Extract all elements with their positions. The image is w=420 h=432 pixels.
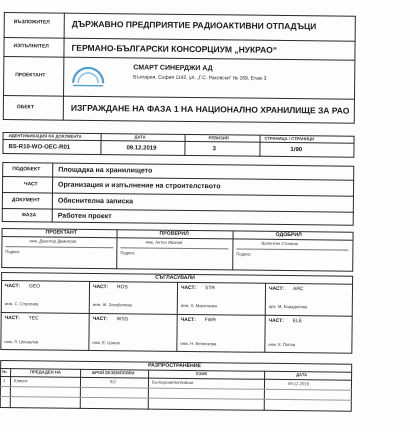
agreed-part-label: ЧАСТ: [268,285,285,292]
agreed-part-label: ЧАСТ: [4,283,21,290]
part-label: ЧАСТ [24,181,38,188]
dist-row-no: 1 [2,378,6,384]
sig-designer-sign: Подпис [5,249,20,255]
dist-col-date: ДАТА [296,372,308,378]
subobject-label: ПОДОБЕКТ [12,166,41,173]
agreed-name: арх. М. Барадолова [268,303,308,310]
pages-label: СТРАНИЦА / СТРАНИЦИ [264,135,315,142]
sig-checked-name: инж. Антон Иванов [145,239,183,245]
agreed-part-label: ЧАСТ: [92,283,109,291]
doc-id-value: BS-R10-WO-OEC-R01 [8,144,71,151]
contracting-value: ДЪРЖАВНО ПРЕДПРИЯТИЕ РАДИОАКТИВНИ ОТПАДЪЦИ [71,18,317,32]
revision-label: РЕВИЗИЯ [208,135,229,141]
phase-label: ФАЗА [21,212,37,219]
agreed-part-label: ЧАСТ: [180,316,196,324]
agreed-code: STR [204,285,216,292]
phase-value: Работен проект [57,212,112,221]
agreed-code: GEO [28,283,41,290]
agreed-name: инж. Л. Шишалов [4,339,39,345]
agreed-title: СЪГЛАСУВАЛИ [155,274,195,282]
agreed-code: ROS [116,284,128,291]
dist-col-copies: БРОЙ ЕКЗЕМПЛЯРИ [92,369,135,376]
agreed-name: инж. С. Стратиев [4,301,39,307]
contracting-label: ВЪЗЛОЖИТЕЛ [13,19,50,26]
sig-designer-name: инж. Джонтар Димитров [29,238,77,244]
agreed-name: инж. Н. Велинкова [180,340,217,347]
agreed-name: инж. К. Попов [268,341,296,348]
revision-value: 3 [212,146,216,153]
document-label: ДОКУМЕНТ [11,197,40,204]
agreed-part-label: ЧАСТ: [268,317,284,324]
agreed-code: TEC [28,315,39,322]
dist-row-handed: Клиент [13,378,28,384]
contractor-label: ИЗПЪЛНИТЕЛ [13,43,49,50]
sig-approved-name: Валентин Стоянов [261,240,298,247]
part-value: Организация и изпълнение на строителството [58,181,221,191]
subobject-value: Площадка на хранилището [58,166,153,175]
title-block [0,6,412,430]
agreed-part-label: ЧАСТ: [92,315,108,323]
agreed-code: ELE [292,318,303,325]
date-value: 09.12.2019 [126,145,157,152]
contractor-value: ГЕРМАНО-БЪЛГАРСКИ КОНСОРЦИУМ „НУКРАО“ [71,42,278,55]
dist-col-no: № [2,369,7,375]
doc-id-label: ИДЕНТИФИКАЦИЯ НА ДОКУМЕНТА [8,133,82,139]
agreed-name: инж. А. Маргинова [180,302,217,309]
sig-designer-label: ПРОЕКТАНТ [45,229,78,236]
sig-approved-label: ОДОБРИЛ [275,231,302,239]
designer-address: България, София 1142, ул. „Г.С. Раковски“ № 169, Етаж 3 [133,74,267,82]
agreed-code: WSS [116,316,129,323]
dist-col-language: ЕЗИК [196,371,208,377]
agreed-part-label: ЧАСТ: [4,315,20,322]
designer-label: ПРОЕКТАНТ [15,72,46,79]
date-label: ДАТА [134,134,146,140]
agreed-name: инж. Е. Цанов [92,339,120,346]
designer-company: СМАРТ СИНЕРДЖИ АД [133,64,213,73]
agreed-code: FWR [204,317,217,324]
company-logo [69,61,107,91]
document-value: Обяснителна записка [57,197,134,206]
sig-checked-sign: Подпис [120,250,135,256]
sig-approved-sign: Подпис [236,251,251,257]
sig-checked-label: ПРОВЕРИЛ [159,230,189,237]
pages-value: 1/90 [290,147,303,154]
dist-row-copies: 5/2 [109,379,116,385]
dist-row-date: 09.12.2019 [287,381,309,387]
dist-row-language: Български/Английски [151,379,194,386]
distribution-title: РАЗПРОСТРАНЕНИЕ [148,362,202,370]
agreed-code: ARC [292,286,304,293]
agreed-part-label: ЧАСТ: [180,284,197,292]
object-value: ИЗГРАЖДАНЕ НА ФАЗА 1 НА НАЦИОНАЛНО ХРАНИЛИЩЕ ЗА РАО [70,102,350,116]
agreed-name: инж. Ж. Захабелева [92,301,132,308]
object-label: ОБЕКТ [16,104,34,111]
dist-col-handed: ПРЕДАДЕН НА [30,369,61,375]
